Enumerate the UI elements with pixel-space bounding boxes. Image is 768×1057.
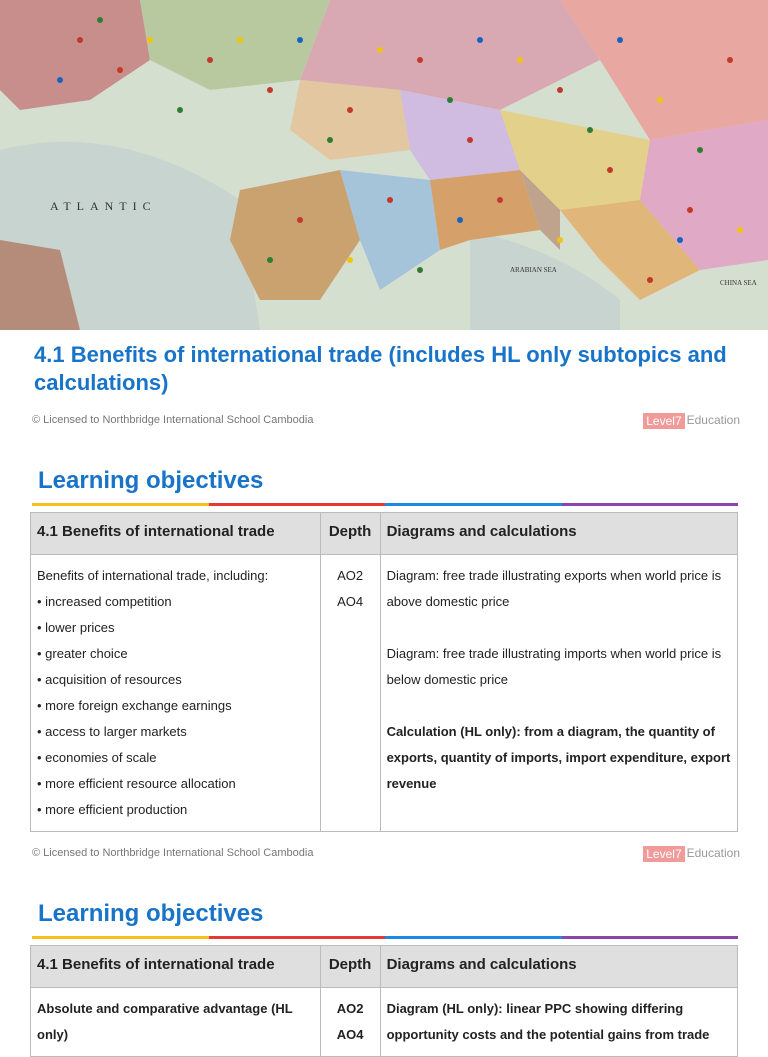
title-block [34,341,734,397]
section-heading: Learning objectives [38,900,264,927]
list-item: • greater choice [37,646,128,661]
list-item: • more efficient production [37,802,188,817]
table-row [31,988,738,1057]
brand-logo [643,846,740,862]
topic-intro: Benefits of international trade, including: [37,568,269,583]
list-item: • acquisition of resources [37,672,182,687]
header-topic: 4.1 Benefits of international trade [31,513,321,555]
footer [32,847,740,863]
brand-text: Education [686,846,740,860]
table-header-row [31,946,738,988]
list-item: • lower prices [37,620,115,635]
topic-cell [31,555,321,832]
brand-text: Education [686,413,740,427]
list-item: • more efficient resource allocation [37,776,236,791]
world-map-illustration [0,0,768,330]
rainbow-divider [32,936,738,939]
calculation-item: Calculation (HL only): from a diagram, the quantity of exports, quantity of imports, import expenditure, export revenue [386,724,731,791]
table-header-row [31,513,738,555]
learning-objectives-section [30,898,738,1057]
license-text: © Licensed to Northbridge International School Cambodia [32,414,314,426]
section-heading: Learning objectives [38,467,264,494]
license-text: © Licensed to Northbridge International School Cambodia [32,847,314,859]
footer [32,414,740,430]
table-row [31,555,738,832]
rainbow-divider [32,503,738,506]
learning-objectives-section [30,465,738,832]
objectives-table [30,945,738,1057]
brand-logo [643,413,740,429]
brand-badge: Level7 [643,413,684,429]
header-topic: 4.1 Benefits of international trade [31,946,321,988]
depth-value: AO4 [336,1027,364,1042]
objectives-table [30,512,738,832]
list-item: • increased competition [37,594,172,609]
map-label-atlantic: ATLANTIC [50,199,157,213]
header-depth: Depth [320,946,380,988]
header-depth: Depth [320,513,380,555]
diagrams-cell [380,555,737,832]
page-title: 4.1 Benefits of international trade (includes HL only subtopics and calculations) [34,342,727,395]
depth-cell [320,988,380,1057]
depth-value: AO2 [336,1001,364,1016]
diagram-item: Diagram: free trade illustrating imports when world price is below domestic price [386,646,722,687]
map-label-arabian-sea: ARABIAN SEA [510,266,557,274]
list-item: • access to larger markets [37,724,187,739]
brand-badge: Level7 [643,846,684,862]
depth-value: AO4 [337,594,364,609]
list-item: • more foreign exchange earnings [37,698,232,713]
topic-cell: Absolute and comparative advantage (HL only) [31,988,321,1057]
depth-cell [320,555,380,832]
hero-map-image [0,0,768,330]
map-label-china-sea: CHINA SEA [720,279,757,287]
diagrams-cell: Diagram (HL only): linear PPC showing differing opportunity costs and the potential gains from trade [380,988,737,1057]
depth-value: AO2 [337,568,364,583]
diagram-item: Diagram: free trade illustrating exports when world price is above domestic price [386,568,722,609]
header-diagrams: Diagrams and calculations [380,946,737,988]
list-item: • economies of scale [37,750,157,765]
header-diagrams: Diagrams and calculations [380,513,737,555]
